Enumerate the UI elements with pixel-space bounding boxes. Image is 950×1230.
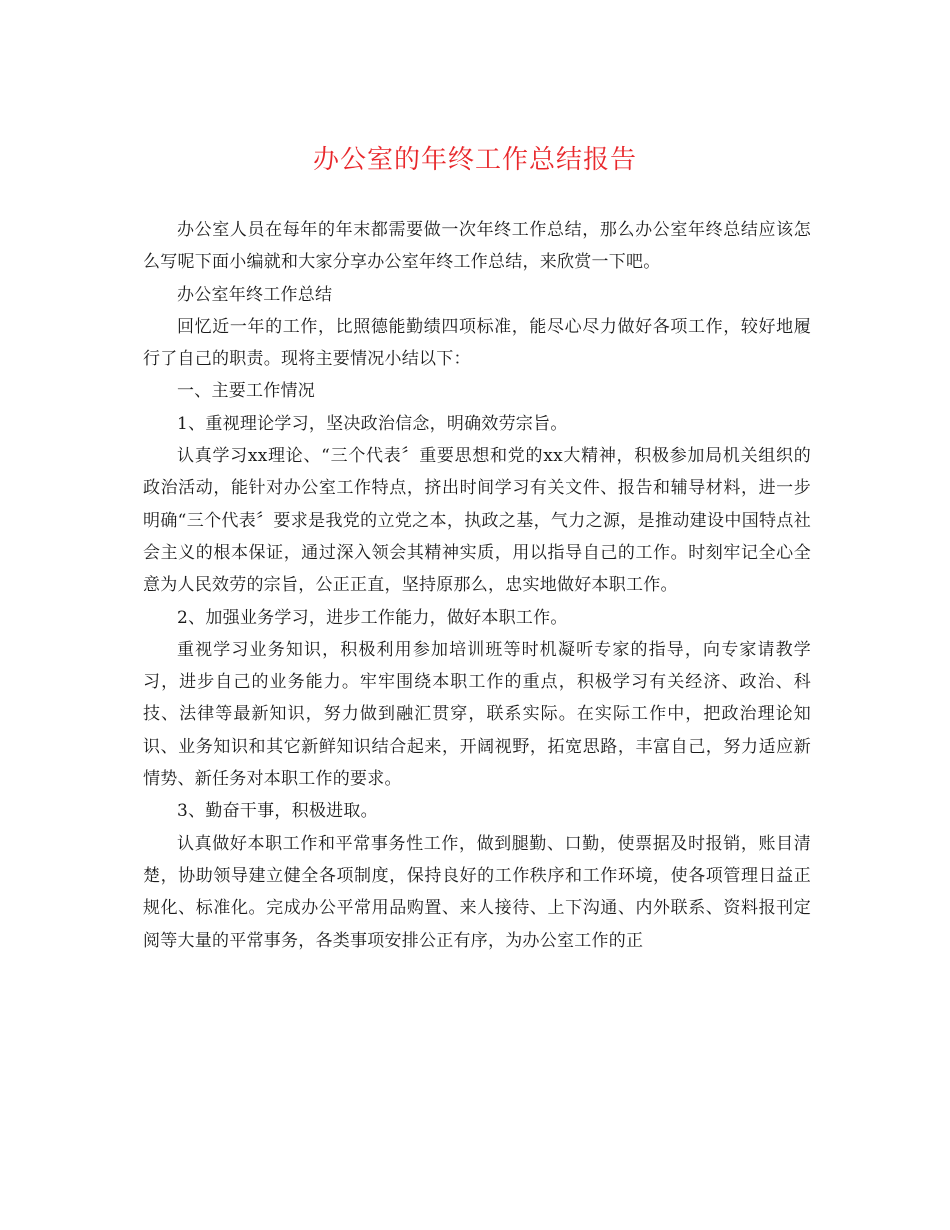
subsection-heading: 2、加强业务学习，进步工作能力，做好本职工作。 bbox=[177, 607, 568, 628]
intro-paragraph: 办公室人员在每年的年末都需要做一次年终工作总结，那么办公室年终总结应该怎么写呢下面小编就和大家分享办公室年终工作总结，来欣赏一下吧。 bbox=[143, 220, 811, 273]
body-paragraph: 认真学习xx理论、“三个代表〞重要思想和党的xx大精神，积极参加局机关组织的政治活动，能针对办公室工作特点，挤出时间学习有关文件、报告和辅导材料，进一步明确“三个代表〞要求是我党的立党之本，执政之基，气力之源，是推动建设中国特点社会主义的根本保证，通过深入领会其精神实质，用以指导自己的工作。时刻牢记全心全意为人民效劳的宗旨，公正正直，坚持原那么，忠实地做好本职工作。 bbox=[143, 446, 811, 596]
document-title: 办公室的年终工作总结报告 bbox=[312, 145, 637, 175]
body-paragraph: 重视学习业务知识，积极利用参加培训班等时机凝听专家的指导，向专家请教学习，进步自己的业务能力。牢牢围绕本职工作的重点，积极学习有关经济、政治、科技、法律等最新知识，努力做到融汇贯穿，联系实际。在实际工作中，把政治理论知识、业务知识和其它新鲜知识结合起来，开阔视野，拓宽思路，丰富自己，努力适应新情势、新任务对本职工作的要求。 bbox=[143, 639, 811, 790]
subsection-heading: 3、勤奋干事，积极进取。 bbox=[177, 801, 378, 822]
subsection-heading: 1、重视理论学习，坚决政治信念，明确效劳宗旨。 bbox=[177, 413, 568, 434]
body-paragraph: 认真做好本职工作和平常事务性工作，做到腿勤、口勤，使票据及时报销，账目清楚，协助领导建立健全各项制度，保持良好的工作秩序和工作环境，使各项管理日益正规化、标准化。完成办公平常用品购置、来人接待、上下沟通、内外联系、资料报刊定阅等大量的平常事务，各类事项安排公正有序，为办公室工作的正 bbox=[143, 833, 811, 951]
overview-paragraph: 回忆近一年的工作，比照德能勤绩四项标准，能尽心尽力做好各项工作，较好地履行了自己的职责。现将主要情况小结以下： bbox=[143, 316, 811, 370]
document-body bbox=[143, 214, 811, 957]
section-heading: 一、主要工作情况 bbox=[177, 381, 315, 402]
section-heading: 办公室年终工作总结 bbox=[177, 284, 333, 305]
